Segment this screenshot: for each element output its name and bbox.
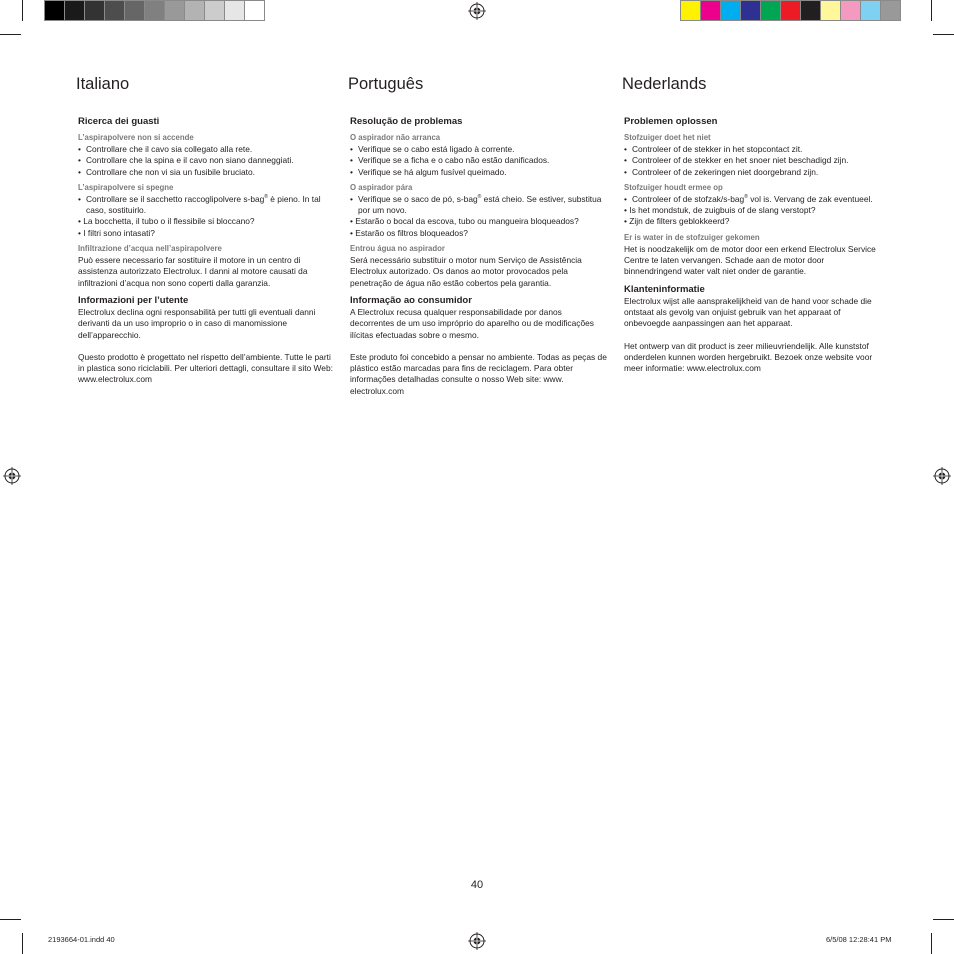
list-item: • Verifique se a ficha e o cabo não estão danificados. <box>350 155 608 166</box>
column-dutch <box>624 74 882 379</box>
question-line: • I filtri sono intasati? <box>78 227 155 238</box>
question-line: • Estarão o bocal da escova, tubo ou mangueira bloqueados? <box>350 216 579 227</box>
column-portuguese <box>350 74 608 402</box>
color-swatch <box>680 0 701 21</box>
language-heading: Nederlands <box>622 75 707 93</box>
color-swatch <box>740 0 761 21</box>
list-item: • Controllare che il cavo sia collegato alla rete. <box>78 144 336 155</box>
crop-mark <box>22 933 23 954</box>
troubleshooting-heading: Resolução de problemas <box>350 116 463 127</box>
question-line: • Zijn de filters geblokkeerd? <box>624 216 730 227</box>
bullet-list <box>350 194 608 217</box>
bullet-list <box>624 144 882 178</box>
crop-mark <box>931 0 932 21</box>
list-item: • Controllare che non vi sia un fusibile bruciato. <box>78 167 336 178</box>
list-item-text: Verifique se o saco de pó, s-bag <box>358 193 478 204</box>
subheading: Stofzuiger doet het niet <box>624 133 711 142</box>
bullet-list <box>78 194 336 217</box>
language-heading: Italiano <box>76 75 130 93</box>
registered-mark: ® <box>744 194 748 201</box>
list-item-text: vol is. Vervang de zak eventueel. <box>747 193 873 204</box>
registration-mark-icon <box>3 467 21 485</box>
list-item-text: Controleer of de stofzak/s-bag <box>632 193 745 204</box>
consumer-info-heading: Klanteninformatie <box>624 283 705 295</box>
slug-timestamp: 6/5/08 12:28:41 PM <box>826 935 892 944</box>
crop-mark <box>0 919 21 920</box>
subheading: Infiltrazione d’acqua nell’aspirapolvere <box>78 244 222 254</box>
subheading: O aspirador pára <box>350 182 413 192</box>
crop-mark <box>0 34 21 35</box>
color-swatch <box>800 0 821 21</box>
paragraph: Será necessário substituir o motor num Serviço de Assistência Electrolux autorizado. Os danos ao motor provocados pela penetração de água não estão cobertos pela garantia. <box>350 255 582 288</box>
crop-mark <box>931 933 932 954</box>
list-item: • Controleer of de stekker en het snoer niet beschadigd zijn. <box>624 155 882 166</box>
gray-swatch <box>164 0 185 21</box>
consumer-info-heading: Informação ao consumidor <box>350 294 472 306</box>
color-swatch <box>880 0 901 21</box>
process-color-bar <box>680 0 900 21</box>
list-item-text: está cheio. Se estiver, substitua por um novo. <box>358 193 602 216</box>
column-italian <box>78 74 336 391</box>
color-swatch <box>860 0 881 21</box>
bullet-list <box>78 144 336 178</box>
subheading: Entrou água no aspirador <box>350 244 445 254</box>
page-number: 40 <box>470 879 484 891</box>
registration-mark-icon <box>468 2 486 20</box>
color-swatch <box>760 0 781 21</box>
gray-swatch <box>64 0 85 21</box>
bullet-list <box>350 144 608 178</box>
gray-swatch <box>104 0 125 21</box>
registered-mark: ® <box>477 194 482 201</box>
troubleshooting-heading: Problemen oplossen <box>624 116 718 127</box>
subheading: L’aspirapolvere non si accende <box>78 133 194 142</box>
subheading: O aspirador não arranca <box>350 133 441 142</box>
color-swatch <box>720 0 741 21</box>
crop-mark <box>933 34 954 35</box>
gray-swatch <box>84 0 105 21</box>
question-line: • Estarão os filtros bloqueados? <box>350 227 468 238</box>
paragraph: Het is noodzakelijk om de motor door een erkend Electrolux Service Centre te laten vervangen. Schade aan de motor door binnendringend water valt niet onder de garantie. <box>624 243 876 277</box>
paragraph: Questo prodotto è progettato nel rispetto dell’ambiente. Tutte le parti in plastica sono riciclabili. Per ulteriori dettagli, consultare il sito Web: www.electrolux.com <box>78 351 333 385</box>
registration-mark-icon <box>933 467 951 485</box>
list-item <box>78 194 336 217</box>
language-heading: Português <box>348 75 424 93</box>
crop-mark <box>22 0 23 21</box>
gray-swatch <box>124 0 145 21</box>
slug-file-info: 2193664-01.indd 40 <box>48 935 115 944</box>
gray-swatch <box>144 0 165 21</box>
list-item: • Controleer of de stekker in het stopcontact zit. <box>624 144 882 155</box>
question-line: • La bocchetta, il tubo o il flessibile si bloccano? <box>78 216 255 227</box>
registered-mark: ® <box>264 194 268 201</box>
subheading: L’aspirapolvere si spegne <box>78 182 174 192</box>
gray-swatch <box>224 0 245 21</box>
question-line: • Is het mondstuk, de zuigbuis of de slang verstopt? <box>624 205 816 216</box>
color-swatch <box>820 0 841 21</box>
list-item: • Controllare che la spina e il cavo non siano danneggiati. <box>78 155 336 166</box>
list-item <box>624 194 882 205</box>
list-item: • Verifique se o cabo está ligado à corrente. <box>350 144 608 155</box>
color-swatch <box>700 0 721 21</box>
bullet-list <box>624 194 882 205</box>
gray-swatch <box>244 0 265 21</box>
paragraph: Può essere necessario far sostituire il motore in un centro di assistenza autorizzato Electrolux. I danni al motore causati da infiltrazioni d’acqua non sono coperti dalla garanzia. <box>78 255 308 288</box>
color-swatch <box>780 0 801 21</box>
troubleshooting-heading: Ricerca dei guasti <box>78 116 160 127</box>
registration-mark-icon <box>468 932 486 950</box>
paragraph: Het ontwerp van dit product is zeer milieuvriendelijk. Alle kunststof onderdelen kunnen worden hergebruikt. Bezoek onze website voor meer informatie: www.electrolux.com <box>624 340 873 374</box>
color-swatch <box>840 0 861 21</box>
subheading: Er is water in de stofzuiger gekomen <box>624 232 760 242</box>
list-item <box>350 194 608 217</box>
list-item: • Controleer of de zekeringen niet doorgebrand zijn. <box>624 167 882 178</box>
gray-swatch <box>204 0 225 21</box>
consumer-info-heading: Informazioni per l’utente <box>78 294 189 306</box>
paragraph: Este produto foi concebido a pensar no ambiente. Todas as peças de plástico estão marcadas para fins de reciclagem. Para obter informações detalhadas consulte o nosso Web site: www. electrolux.com <box>350 351 607 396</box>
paragraph: A Electrolux recusa qualquer responsabilidade por danos decorrentes de um uso impróprio do aparelho ou de modificações ilícitas efectuadas sobre o mesmo. <box>350 306 594 340</box>
list-item: • Verifique se há algum fusível queimado. <box>350 167 608 178</box>
paragraph: Electrolux wijst alle aansprakelijkheid van de hand voor schade die ontstaat als gevolg van onjuist gebruik van het apparaat of onbevoegde aanpassingen aan het apparaat. <box>624 295 872 329</box>
subheading: Stofzuiger houdt ermee op <box>624 182 723 192</box>
grayscale-color-bar <box>44 0 264 21</box>
crop-mark <box>933 919 954 920</box>
gray-swatch <box>44 0 65 21</box>
list-item-text: è pieno. In tal caso, sostituirlo. <box>86 193 321 216</box>
gray-swatch <box>184 0 205 21</box>
paragraph: Electrolux declina ogni responsabilità per tutti gli eventuali danni derivanti da un uso improprio o in caso di manomissione dell’apparecchio. <box>78 306 316 340</box>
list-item-text: Controllare se il sacchetto raccoglipolvere s-bag <box>86 193 265 204</box>
